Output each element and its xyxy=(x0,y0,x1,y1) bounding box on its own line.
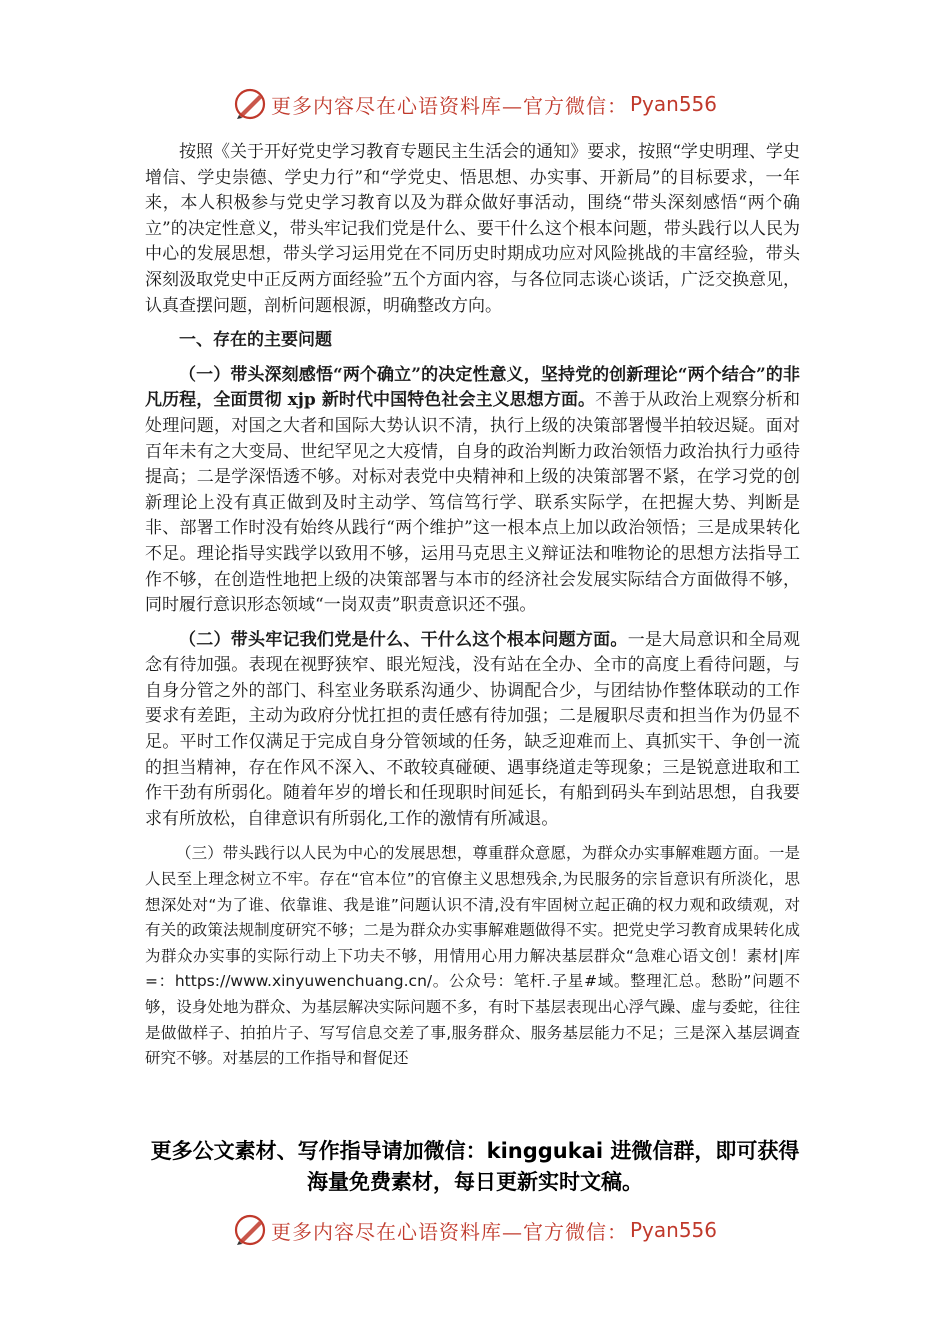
header-banner xyxy=(0,84,950,124)
section-2-title: （二）带头牢记我们党是什么、干什么这个根本问题方面。 xyxy=(179,629,628,650)
section-1-body: 不善于从政治上观察分析和处理问题，对国之大者和国际大势认识不清，执行上级的决策部署慢半拍较迟疑。面对百年未有之大变局、世纪罕见之大疫情，自身的政治判断力政治领悟力政治执行力亟待提高；二是学深悟透不够。对标对表党中央精神和上级的决策部署不紧，在学习党的创新理论上没有真正做到及时主动学、笃信笃行学、联系实际学，在把握大势、判断是非、部署工作时没有始终从践行“两个维护”这一根本点上加以政治领悟；三是成果转化不足。理论指导实践学以致用不够，运用马克思主义辩证法和唯物论的思想方法指导工作不够，在创造性地把上级的决策部署与本市的经济社会发展实际结合方面做得不够，同时履行意识形态领域“一岗双责”职责意识还不强。 xyxy=(145,390,800,616)
pen-logo-icon xyxy=(233,87,267,121)
document-body xyxy=(145,140,800,1072)
section-2 xyxy=(145,628,800,833)
promo-text: 更多公文素材、写作指导请加微信：kinggukai 进微信群，即可获得海量免费素材，每日更新实时文稿。 xyxy=(150,1139,800,1194)
banner-wechat-id: Pyan556 xyxy=(629,92,717,116)
section-1-title: （一）带头深刻感悟“两个确立”的决定性意义，坚持党的创新理论“两个结合”的非凡历程，全面贯彻 xjp 新时代中国特色社会主义思想方面。 xyxy=(145,364,800,411)
banner-wechat-id: Pyan556 xyxy=(629,1218,717,1242)
banner-text: 更多内容尽在心语资料库—官方微信： xyxy=(270,1219,628,1244)
section-3 xyxy=(145,841,800,1071)
section-3-title: （三）带头践行以人民为中心的发展思想，尊重群众意愿，为群众办实事解难题方面。 xyxy=(176,844,769,863)
pen-logo-icon xyxy=(233,1213,267,1247)
intro-paragraph: 按照《关于开好党史学习教育专题民主生活会的通知》要求，按照“学史明理、学史增信、学史崇德、学史力行”和“学党史、悟思想、办实事、开新局”的目标要求，一年来，本人积极参与党史学习教育以及为群众做好事活动，围绕“带头深刻感悟“两个确立”的决定性意义，带头牢记我们党是什么、要干什么这个根本问题，带头践行以人民为中心的发展思想，带头学习运用党在不同历史时期成功应对风险挑战的丰富经验，带头深刻汲取党史中正反两方面经验”五个方面内容，与各位同志谈心谈话，广泛交换意见，认真查摆问题，剖析问题根源，明确整改方向。 xyxy=(145,142,800,316)
section-heading: 一、存在的主要问题 xyxy=(179,330,332,351)
section-1 xyxy=(145,363,800,619)
footer-banner xyxy=(0,1210,950,1250)
section-2-body: 一是大局意识和全局观念有待加强。表现在视野狭窄、眼光短浅，没有站在全办、全市的高度上看待问题，与自身分管之外的部门、科室业务联系沟通少、协调配合少，与团结协作整体联动的工作要求有差距，主动为政府分忧扛担的责任感有待加强；二是履职尽责和担当作为仍显不足。平时工作仅满足于完成自身分管领域的任务，缺乏迎难而上、真抓实干、争创一流的担当精神，存在作风不深入、不敢较真碰硬、遇事绕道走等现象；三是锐意进取和工作干劲有所弱化。随着年岁的增长和任现职时间延长，有船到码头车到站思想，自我要求有所放松，自律意识有所弱化,工作的激情有所减退。 xyxy=(145,629,801,829)
banner-text: 更多内容尽在心语资料库—官方微信： xyxy=(270,93,628,118)
section-3-body: 一是人民至上理念树立不牢。存在“官本位”的官僚主义思想残余,为民服务的宗旨意识有所淡化，思想深处对“为了谁、依靠谁、我是谁”问题认识不清,没有牢固树立起正确的权力观和政绩观，对有关的政策法规制度研究不够；二是为群众办实事解难题做得不实。把党史学习教育成果转化成为群众办实事的实际行动上下功夫不够，用情用心用力解决基层群众“急难心语文创！素材|库=：https://www.xinyuwenchuang.cn/。公众号：笔杆.子星#域。整理汇总。愁盼”问题不够，设身处地为群众、为基层解决实际问题不多，有时下基层表现出心浮气躁、虚与委蛇，往往是做做样子、拍拍片子、写写信息交差了事,服务群众、服务基层能力不足；三是深入基层调查研究不够。对基层的工作指导和督促还 xyxy=(145,844,800,1068)
